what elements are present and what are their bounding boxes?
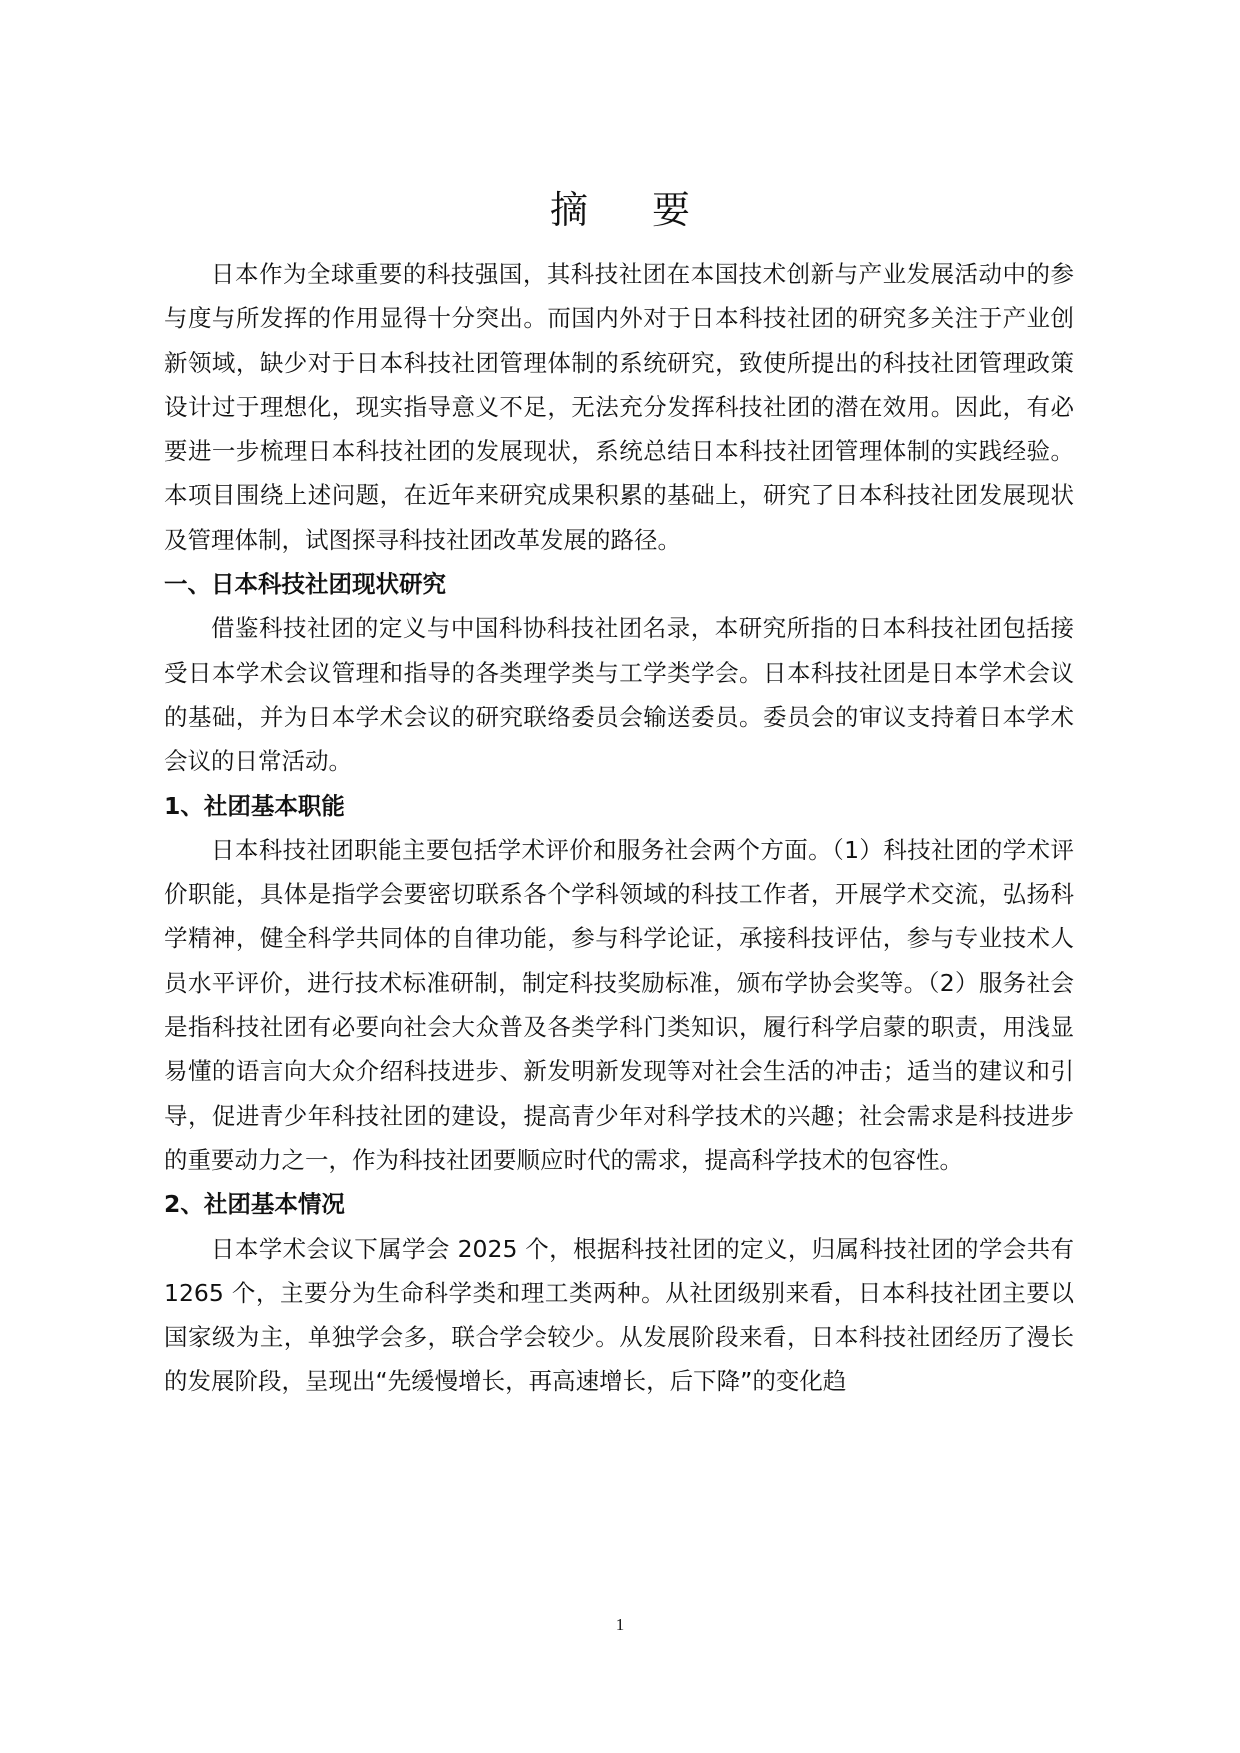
abstract-body: [164, 252, 1074, 1404]
subsection-heading-basic-situation: 2、社团基本情况: [164, 1190, 345, 1219]
abstract-title: 摘 要: [549, 188, 717, 233]
paragraph-definition: 借鉴科技社团的定义与中国科协科技社团名录，本研究所指的日本科技社团包括接受日本学术会议管理和指导的各类理学类与工学类学会。日本科技社团是日本学术会议的基础，并为日本学术会议的研究联络委员会输送委员。委员会的审议支持着日本学术会议的日常活动。: [164, 614, 1074, 776]
section-heading-1: 一、日本科技社团现状研究: [164, 570, 446, 599]
paragraph-basic-situation: 日本学术会议下属学会 2025 个，根据科技社团的定义，归属科技社团的学会共有 1265 个，主要分为生命科学类和理工类两种。从社团级别来看，日本科技社团主要以国家级为主，单独学会多，联合学会较少。从发展阶段来看，日本科技社团经历了漫长的发展阶段，呈现出“先缓慢增长，再高速增长，后下降”的变化趋: [164, 1234, 1074, 1396]
page-number: 1: [615, 1615, 625, 1634]
subsection-heading-functions: 1、社团基本职能: [164, 791, 345, 820]
paragraph-functions: 日本科技社团职能主要包括学术评价和服务社会两个方面。（1）科技社团的学术评价职能，具体是指学会要密切联系各个学科领域的科技工作者，开展学术交流，弘扬科学精神，健全科学共同体的自律功能，参与科学论证，承接科技评估，参与专业技术人员水平评价，进行技术标准研制，制定科技奖励标准，颁布学协会奖等。（2）服务社会是指科技社团有必要向社会大众普及各类学科门类知识，履行科学启蒙的职责，用浅显易懂的语言向大众介绍科技进步、新发明新发现等对社会生活的冲击；适当的建议和引导，促进青少年科技社团的建设，提高青少年对科学技术的兴趣；社会需求是科技进步的重要动力之一，作为科技社团要顺应时代的需求，提高科学技术的包容性。: [164, 835, 1074, 1174]
paragraph-intro: 日本作为全球重要的科技强国，其科技社团在本国技术创新与产业发展活动中的参与度与所发挥的作用显得十分突出。而国内外对于日本科技社团的研究多关注于产业创新领域，缺少对于日本科技社团管理体制的系统研究，致使所提出的科技社团管理政策设计过于理想化，现实指导意义不足，无法充分发挥科技社团的潜在效用。因此，有必要进一步梳理日本科技社团的发展现状，系统总结日本科技社团管理体制的实践经验。本项目围绕上述问题，在近年来研究成果积累的基础上，研究了日本科技社团发展现状及管理体制，试图探寻科技社团改革发展的路径。: [164, 260, 1074, 554]
